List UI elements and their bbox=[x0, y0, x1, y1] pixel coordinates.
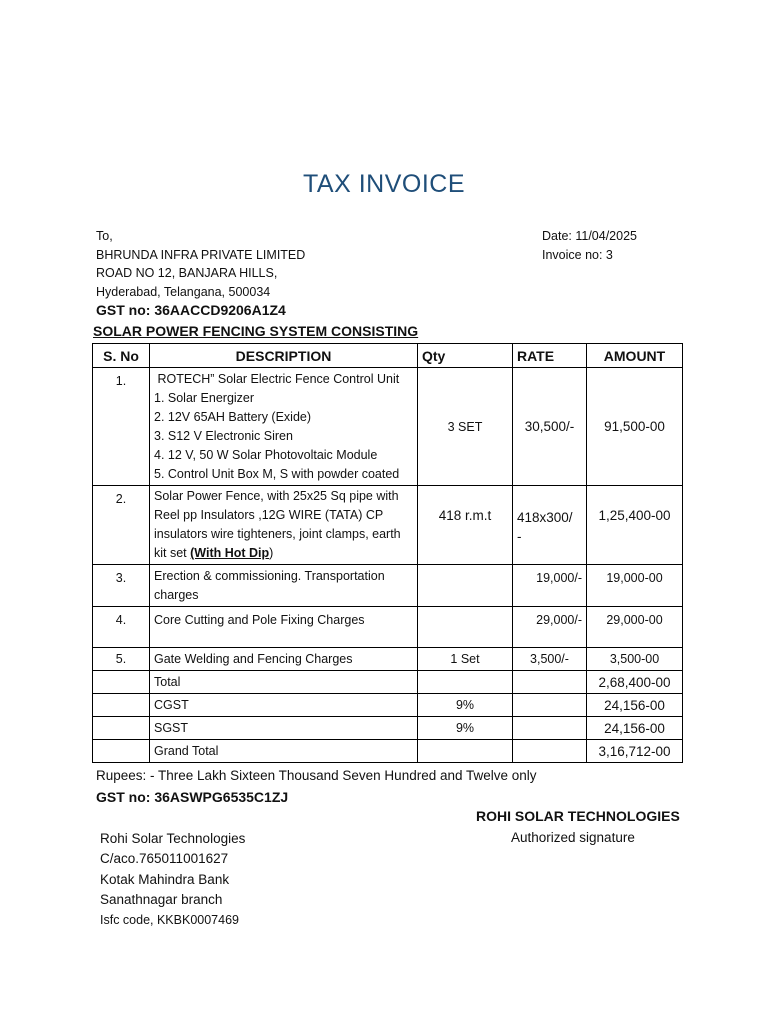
empty-cell bbox=[513, 717, 587, 740]
row-rate: 29,000/- bbox=[513, 607, 587, 648]
desc-line: insulators wire tighteners, joint clamps, earth bbox=[154, 527, 401, 541]
header-qty: Qty bbox=[418, 344, 513, 368]
invoice-title: TAX INVOICE bbox=[302, 170, 465, 198]
header-sno: S. No bbox=[93, 344, 150, 368]
row-qty bbox=[418, 565, 513, 607]
table-row bbox=[93, 648, 683, 671]
table-header-row bbox=[93, 344, 683, 368]
total-label: Total bbox=[150, 671, 418, 694]
desc-text: kit set bbox=[154, 546, 191, 560]
table-row bbox=[93, 607, 683, 648]
row-description bbox=[150, 565, 418, 607]
desc-line bbox=[154, 544, 413, 563]
desc-line: Solar Power Fence, with 25x25 Sq pipe with bbox=[154, 489, 399, 503]
desc-line: Reel pp Insulators ,12G WIRE (TATA) CP bbox=[154, 508, 384, 522]
cgst-row bbox=[93, 694, 683, 717]
section-heading: SOLAR POWER FENCING SYSTEM CONSISTING bbox=[93, 323, 419, 339]
cgst-rate: 9% bbox=[418, 694, 513, 717]
sgst-label: SGST bbox=[150, 717, 418, 740]
empty-cell bbox=[93, 694, 150, 717]
empty-cell bbox=[513, 694, 587, 717]
cgst-label: CGST bbox=[150, 694, 418, 717]
empty-cell bbox=[93, 717, 150, 740]
cgst-amount: 24,156-00 bbox=[587, 694, 683, 717]
recipient-address-line: ROAD NO 12, BANJARA HILLS, bbox=[96, 266, 278, 281]
bank-details bbox=[100, 829, 245, 930]
rate-line: 418x300/ bbox=[517, 510, 573, 525]
desc-line: 1. Solar Energizer bbox=[154, 390, 255, 405]
row-description: Core Cutting and Pole Fixing Charges bbox=[150, 607, 418, 648]
recipient-city: Hyderabad, Telangana, 500034 bbox=[96, 284, 271, 299]
row-rate: 30,500/- bbox=[513, 368, 587, 486]
row-rate bbox=[513, 486, 587, 565]
desc-line: Erection & commissioning. Transportation bbox=[154, 568, 385, 583]
desc-line: ROTECH” Solar Electric Fence Control Unit bbox=[154, 371, 400, 386]
company-name: ROHI SOLAR TECHNOLOGIES bbox=[476, 808, 680, 824]
row-qty bbox=[418, 607, 513, 648]
invoice-number: Invoice no: 3 bbox=[542, 247, 613, 262]
row-qty: 418 r.m.t bbox=[418, 486, 513, 565]
grand-total-amount: 3,16,712-00 bbox=[587, 740, 683, 763]
invoice-meta bbox=[542, 227, 637, 264]
row-description: Gate Welding and Fencing Charges bbox=[150, 648, 418, 671]
empty-cell bbox=[418, 740, 513, 763]
empty-cell bbox=[513, 740, 587, 763]
row-rate: 19,000/- bbox=[513, 565, 587, 607]
row-rate: 3,500/- bbox=[513, 648, 587, 671]
empty-cell bbox=[513, 671, 587, 694]
to-label: To, bbox=[96, 229, 113, 243]
row-amount: 1,25,400-00 bbox=[587, 486, 683, 565]
grand-total-row bbox=[93, 740, 683, 763]
empty-cell bbox=[93, 671, 150, 694]
rate-line: - bbox=[517, 529, 522, 544]
total-row bbox=[93, 671, 683, 694]
sgst-amount: 24,156-00 bbox=[587, 717, 683, 740]
desc-line: 4. 12 V, 50 W Solar Photovoltaic Module bbox=[154, 447, 378, 462]
row-sno: 4. bbox=[93, 607, 150, 648]
row-description bbox=[150, 368, 418, 486]
sgst-row bbox=[93, 717, 683, 740]
seller-gst: GST no: 36ASWPG6535C1ZJ bbox=[96, 789, 289, 805]
empty-cell bbox=[418, 671, 513, 694]
desc-line: 5. Control Unit Box M, S with powder coated bbox=[154, 466, 400, 481]
bank-account-name: Rohi Solar Technologies bbox=[100, 831, 246, 846]
header-description: DESCRIPTION bbox=[150, 344, 418, 368]
row-sno: 1. bbox=[93, 368, 150, 486]
recipient-gst: GST no: 36AACCD9206A1Z4 bbox=[96, 302, 286, 318]
bank-account-number: C/aco.765011001627 bbox=[100, 851, 229, 867]
header-rate: RATE bbox=[513, 344, 587, 368]
amount-in-words: Rupees: - Three Lakh Sixteen Thousand Seven Hundred and Twelve only bbox=[96, 768, 537, 783]
desc-line: 2. 12V 65AH Battery (Exide) bbox=[154, 409, 312, 424]
authorized-signature: Authorized signature bbox=[511, 830, 635, 845]
table-row bbox=[93, 486, 683, 565]
recipient-block bbox=[96, 227, 305, 301]
row-sno: 3. bbox=[93, 565, 150, 607]
empty-cell bbox=[93, 740, 150, 763]
desc-line: 3. S12 V Electronic Siren bbox=[154, 428, 293, 443]
table-row bbox=[93, 368, 683, 486]
recipient-name: BHRUNDA INFRA PRIVATE LIMITED bbox=[96, 247, 306, 262]
header-amount: AMOUNT bbox=[587, 344, 683, 368]
hot-dip-emphasis: (With Hot Dip bbox=[190, 546, 270, 560]
row-qty: 1 Set bbox=[418, 648, 513, 671]
row-amount: 91,500-00 bbox=[587, 368, 683, 486]
invoice-table bbox=[92, 343, 683, 763]
invoice-date: Date: 11/04/2025 bbox=[542, 229, 637, 243]
table-row bbox=[93, 565, 683, 607]
sgst-rate: 9% bbox=[418, 717, 513, 740]
row-amount: 3,500-00 bbox=[587, 648, 683, 671]
row-description bbox=[150, 486, 418, 565]
desc-text: ) bbox=[269, 546, 274, 560]
desc-line: charges bbox=[154, 587, 199, 602]
row-amount: 29,000-00 bbox=[587, 607, 683, 648]
row-sno: 5. bbox=[93, 648, 150, 671]
bank-branch: Sanathnagar branch bbox=[100, 891, 223, 907]
grand-total-label: Grand Total bbox=[150, 740, 418, 763]
bank-ifsc: Isfc code, KKBK0007469 bbox=[100, 913, 239, 928]
row-sno: 2. bbox=[93, 486, 150, 565]
row-qty: 3 SET bbox=[418, 368, 513, 486]
bank-name: Kotak Mahindra Bank bbox=[100, 871, 230, 887]
total-amount: 2,68,400-00 bbox=[587, 671, 683, 694]
row-amount: 19,000-00 bbox=[587, 565, 683, 607]
